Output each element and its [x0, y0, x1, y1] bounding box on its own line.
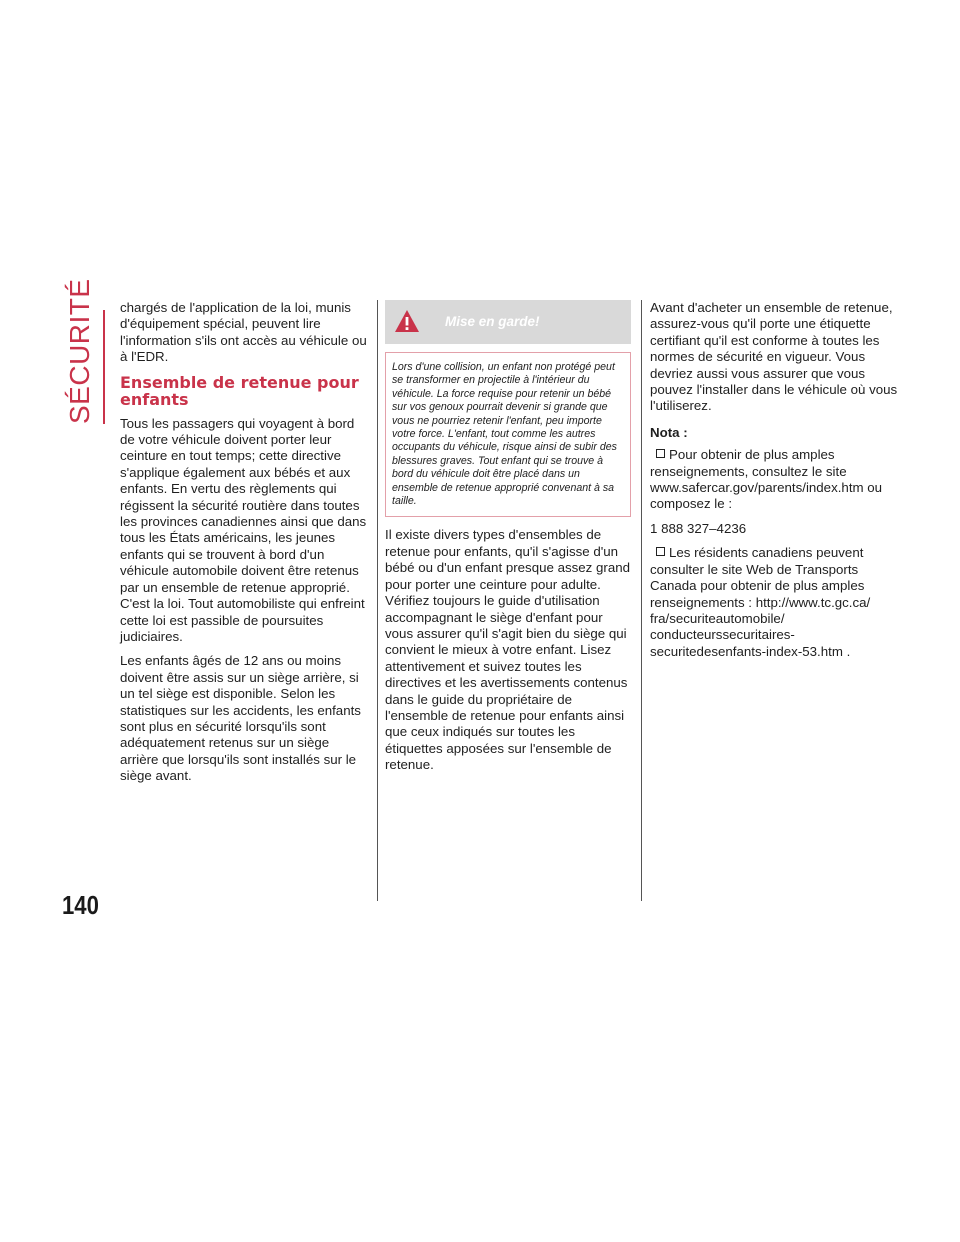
- section-heading: Ensemble de retenue pour enfants: [120, 372, 359, 409]
- col3-paragraph-1: Avant d'acheter un ensemble de retenue, assurez-vous qu'il porte une étiquette certifiant qu'il est conforme à toutes les normes de sécurité en vigueur. Vous devriez aussi vous assurer que vous pouvez l'installer dans le véhicule où vous l'utiliserez.: [650, 300, 898, 414]
- note-bullet-2-text: Les résidents canadiens peuvent consulter le site Web de Transports Canada pour obtenir de plus amples renseignements : http://www.tc.gc.ca/ fra/securiteautomobile/ conducteurssecuritaires- securitedesenfants-index-53.htm .: [650, 545, 871, 659]
- note-bullet-2: [650, 545, 900, 660]
- nota-label: Nota :: [650, 424, 688, 440]
- checkbox-bullet-icon: [656, 449, 665, 458]
- col1-paragraph-2: Tous les passagers qui voyagent à bord de votre véhicule doivent porter leur ceinture en tout temps; cette directive s'applique également aux bébés et aux enfants. En vertu des règlements qui régissent la sécurité routière dans toutes les provinces canadiennes ainsi que dans tous les États américains, les jeunes enfants qui se trouvent à bord d'un véhicule automobile doivent être retenus par un ensemble de retenue approprié. C'est la loi. Tout automobiliste qui enfreint cette loi est passible de poursuites judiciaires.: [120, 415, 367, 644]
- warning-title: Mise en garde!: [445, 314, 540, 329]
- warning-triangle-icon: [394, 309, 420, 333]
- col1-paragraph-3: Les enfants âgés de 12 ans ou moins doivent être assis sur un siège arrière, si un tel siège est disponible. Selon les statistiques sur les accidents, les enfants sont plus en sécurité lorsqu'ils sont adéquatement retenus sur un siège arrière que lorsqu'ils sont installés sur le siège avant.: [120, 653, 361, 784]
- note-bullet-1: [650, 447, 900, 513]
- column-divider-1: [377, 300, 378, 901]
- section-side-tab: [62, 278, 102, 424]
- page-number: 140: [62, 890, 99, 920]
- checkbox-bullet-icon: [656, 547, 665, 556]
- column-2: [385, 300, 631, 782]
- side-tab-rule: [103, 310, 105, 424]
- warning-header: [385, 300, 631, 344]
- col1-paragraph-1: chargés de l'application de la loi, munis d'équipement spécial, peuvent lire l'information s'ils ont accès au véhicule ou à l'EDR.: [120, 300, 367, 365]
- note-bullet-1-text: Pour obtenir de plus amples renseignements, consultez le site www.safercar.gov/parents/index.htm ou composez le :: [650, 447, 883, 512]
- col2-paragraph-1: Il existe divers types d'ensembles de retenue pour enfants, qu'il s'agisse d'un bébé ou d'un enfant presque assez grand pour porter une ceinture pour adulte. Vérifiez toujours le guide d'utilisation accompagnant le siège d'enfant pour vous assurer qu'il s'agit bien du siège qui convient le mieux à votre enfant. Lisez attentivement et suivez toutes les directives et les avertissements contenus dans le guide du propriétaire de l'ensemble de retenue pour enfants ainsi que ceux indiqués sur toutes les étiquettes apposées sur l'ensemble de retenue.: [385, 527, 631, 773]
- warning-text: Lors d'une collision, un enfant non protégé peut se transformer en projectile à l'intérieur du véhicule. La force requise pour retenir un bébé sur vos genoux pourrait devenir si grande que vous ne pourriez retenir l'enfant, peu importe votre force. L'enfant, tout comme les autres occupants du véhicule, risque ainsi de subir des blessures graves. Tout enfant qui se trouve à bord du véhicule doit être placé dans un ensemble de retenue approprié convenant à sa taille.: [385, 352, 631, 517]
- column-divider-2: [641, 300, 642, 901]
- column-1: [120, 300, 368, 793]
- column-3: [650, 300, 900, 668]
- phone-number: 1 888 327–4236: [650, 520, 747, 536]
- section-side-label: SÉCURITÉ: [64, 278, 95, 424]
